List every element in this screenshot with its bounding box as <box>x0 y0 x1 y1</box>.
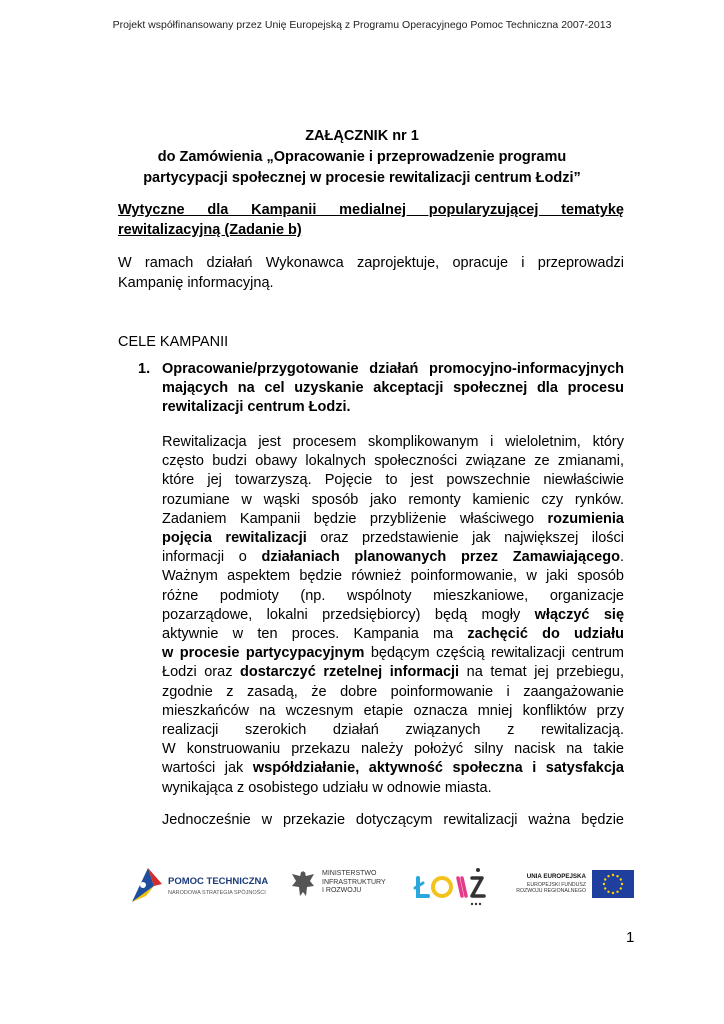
eagle-emblem-icon <box>290 868 316 900</box>
paragraph-line: realizacji szerokich działań związanych z rewitalizacją. <box>162 722 624 739</box>
point-line-3: rewitalizacji centrum Łodzi. <box>162 399 351 415</box>
text-run: Łodzi oraz <box>162 664 241 681</box>
paragraph-line: mieszkańców na wczesnym etapie oznacza mniej konfliktów przy <box>162 702 624 719</box>
lodz-logo <box>412 866 492 908</box>
text-run: aktywnie w ten proces. Kampania ma <box>162 626 468 643</box>
text-run: . <box>619 549 624 566</box>
second-paragraph: Jednocześnie w przekazie dotyczącym rewitalizacji ważna będzie <box>162 812 624 828</box>
bold-run: współdziałanie, aktywność społeczna i satysfakcja <box>252 760 625 777</box>
paragraph-line: rozumiane w wąski sposób jako remonty kamienic czy rynków. <box>162 491 624 508</box>
paragraph-line <box>162 663 624 682</box>
title-line-2: do Zamówienia „Opracowanie i przeprowadzenie programu <box>157 149 567 165</box>
eu-logo <box>510 870 640 906</box>
paragraph-line: często budzi obawy lokalnych społeczności związane ze zmianami, <box>162 453 624 470</box>
eu-title: UNIA EUROPEJSKA <box>526 873 586 880</box>
title-line-3: partycypacji społecznej w procesie rewitalizacji centrum Łodzi” <box>143 170 581 186</box>
bold-run: rozumienia <box>547 510 624 527</box>
text-run: na temat jej przebiegu, <box>459 664 625 681</box>
text-run: Zadaniem Kampanii będzie przybliżenie właściwego <box>162 510 548 527</box>
intro-line-2: Kampanię informacyjną. <box>118 275 274 291</box>
guidelines-line-2: rewitalizacyjną (Zadanie b) <box>118 222 302 238</box>
paragraph-line: W konstruowaniu przekazu należy położyć silny nacisk na takie <box>162 741 624 758</box>
ministry-text <box>322 870 386 896</box>
bold-run: dostarczyć rzetelnej informacji <box>240 664 460 681</box>
point-line-2: mających na cel uzyskanie akceptacji społecznej dla procesu <box>162 380 624 396</box>
bold-run: w procesie partycypacyjnym <box>162 645 365 662</box>
pomoc-techniczna-label: POMOC TECHNICZNA <box>168 876 269 887</box>
text-run: pozarządowe, lokalni przedsiębiorcy) będą mogły <box>162 606 535 623</box>
paragraph-line: które jej towarzyszą. Pojęcie to jest powszechnie niewłaściwie <box>162 472 624 489</box>
text-run: oraz przedstawienie jak największej ilości <box>306 530 624 547</box>
paragraph-line <box>162 759 624 778</box>
body-paragraph <box>162 433 624 798</box>
point-text <box>162 360 624 417</box>
bold-run: zachęcić do udziału <box>467 626 624 643</box>
guidelines-line-1: Wytyczne dla Kampanii medialnej popularyzującej tematykę <box>118 202 624 218</box>
eu-fund-line-2: ROZWOJU REGIONALNEGO <box>516 888 586 895</box>
lodz-wordmark-icon <box>412 866 490 908</box>
document-title <box>118 126 606 189</box>
paragraph-line <box>162 606 624 625</box>
section-heading: CELE KAMPANII <box>118 334 229 350</box>
pomoc-techniczna-logo <box>128 866 278 906</box>
bold-run: pojęcia rewitalizacji <box>162 530 307 547</box>
eu-flag-icon <box>592 870 634 898</box>
page-number: 1 <box>626 929 635 946</box>
paragraph-line: różne podmioty (np. wspólnoty mieszkaniowe, organizacje <box>162 587 624 604</box>
paragraph-line <box>162 644 624 663</box>
intro-line-1: W ramach działań Wykonawca zaprojektuje, opracuje i przeprowadzi <box>118 255 624 271</box>
page-header: Projekt współfinansowany przez Unię Europejską z Programu Operacyjnego Pomoc Techniczna 2007-2013 <box>112 19 612 31</box>
bold-run: działaniach planowanych przez Zamawiającego <box>261 549 620 566</box>
numbered-point <box>138 360 624 417</box>
text-run: wartości jak <box>162 760 253 777</box>
ministry-line-3: I ROZWOJU <box>322 887 362 894</box>
paragraph-line <box>162 529 624 548</box>
text-run: informacji o <box>162 549 262 566</box>
eu-fund-text <box>510 882 586 895</box>
bold-run: włączyć się <box>534 606 625 623</box>
paragraph-line: Ważnym aspektem będzie również poinformowanie, w jaki sposób <box>162 568 624 585</box>
paragraph-line <box>162 510 624 529</box>
pomoc-techniczna-emblem-icon <box>128 866 164 904</box>
paragraph-line: Rewitalizacja jest procesem skomplikowanym i wieloletnim, który <box>162 434 624 450</box>
point-number: 1. <box>138 361 151 377</box>
text-run: będącym częścią rewitalizacji centrum <box>364 645 624 662</box>
footer-logos <box>110 860 650 920</box>
paragraph-line <box>162 548 624 567</box>
pomoc-techniczna-sublabel: NARODOWA STRATEGIA SPÓJNOŚCI <box>168 890 266 896</box>
title-line-1: ZAŁĄCZNIK nr 1 <box>305 128 419 144</box>
ministry-line-2: INFRASTRUKTURY <box>322 878 386 886</box>
eu-fund-line-1: EUROPEJSKI FUNDUSZ <box>526 882 586 888</box>
ministry-line-1: MINISTERSTWO <box>322 870 377 877</box>
guidelines-heading <box>118 200 624 240</box>
point-line-1: Opracowanie/przygotowanie działań promocyjno-informacyjnych <box>162 361 624 377</box>
ministry-logo <box>290 868 400 908</box>
paragraph-line: zgodnie z zasadą, że dobre poinformowanie i zaangażowanie <box>162 683 624 700</box>
paragraph-line: wynikająca z osobistego udziału w odnowie miasta. <box>162 779 492 796</box>
paragraph-line <box>162 625 624 644</box>
intro-paragraph <box>118 253 624 293</box>
